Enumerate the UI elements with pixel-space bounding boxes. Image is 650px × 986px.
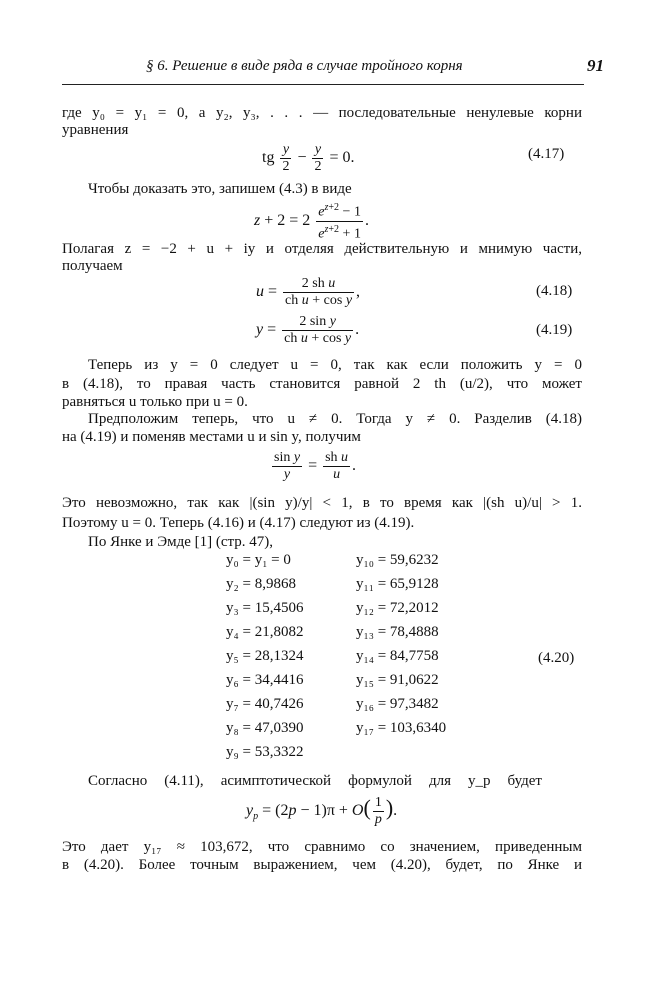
root-row: [226, 548, 303, 572]
root-value: 72,2012: [389, 600, 439, 616]
equation-ratio: $\frac{\text{sin y}}{y}$ = $\frac{\text{sh u}}{u}$ .: [274, 450, 357, 482]
root-value: 97,3482: [389, 696, 439, 712]
equation-4-18: u = $\frac{\text{2 sh u}}{\text{ch u + cos y}}$ ,: [256, 276, 361, 308]
text-line-2: уравнения: [62, 122, 129, 138]
root-row: [226, 740, 303, 764]
root-value: 84,7758: [389, 648, 439, 664]
root-value: 21,8082: [254, 624, 304, 640]
root-label: y₁₅ =: [356, 672, 390, 688]
roots-column-left: [226, 548, 303, 764]
header-title: § 6. Решение в виде ряда в случае тройного корня: [146, 58, 463, 74]
text-line-10: на (4.19) и поменяв местами u и sin y, получим: [62, 429, 361, 445]
root-value: 15,4506: [254, 600, 304, 616]
eq-number-4-17: (4.17): [528, 146, 565, 162]
root-label: y₁₀ =: [356, 552, 390, 568]
root-label: y₄ =: [226, 624, 255, 640]
text-line-7: в (4.18), то правая часть становится равной 2 th (u/2), что может: [62, 376, 582, 392]
root-row: [226, 716, 303, 740]
root-row: [226, 668, 303, 692]
root-value: 40,7426: [254, 696, 304, 712]
root-value: 0: [283, 552, 291, 568]
eq-number-4-20: (4.20): [538, 650, 575, 666]
root-value: 34,4416: [254, 672, 304, 688]
text-line-3: Чтобы доказать это, запишем (4.3) в виде: [88, 181, 352, 197]
running-header: [146, 56, 604, 75]
equation-asymptotic: $y_p = (2p - 1)\pi + O$( $\frac{1}{p}$ ).: [246, 795, 398, 827]
root-value: 78,4888: [389, 624, 439, 640]
root-row: [356, 572, 446, 596]
text-line-8: равняться u только при u = 0.: [62, 394, 248, 410]
root-label: y₆ =: [226, 672, 255, 688]
root-label: y₁₇ =: [356, 720, 390, 736]
root-label: y₂ =: [226, 576, 255, 592]
root-label: y₀ = y₁ =: [226, 552, 284, 568]
text-line-16: в (4.20). Более точным выражением, чем (4.20), будет, по Янке и: [62, 857, 582, 873]
root-label: y₇ =: [226, 696, 255, 712]
root-label: y₅ =: [226, 648, 255, 664]
root-value: 47,0390: [254, 720, 304, 736]
root-value: 59,6232: [389, 552, 439, 568]
root-label: y₃ =: [226, 600, 255, 616]
equation-4-17: tg $\frac{y}{2}$ − $\frac{y}{2}$ = 0.: [262, 142, 355, 174]
root-value: 65,9128: [389, 576, 439, 592]
root-label: y₁₃ =: [356, 624, 390, 640]
text-line-11: Это невозможно, так как |(sin y)/y| < 1, в то время как |(sh u)/u| > 1.: [62, 495, 582, 511]
equation-4-3: z + 2 = 2 $\frac{e^{z+2} - 1}{e^{z+2} + 1}$ .: [254, 202, 369, 242]
text-line-9: Предположим теперь, что u ≠ 0. Тогда y ≠ 0. Разделив (4.18): [88, 411, 582, 427]
root-row: [356, 692, 446, 716]
root-label: y₁₄ =: [356, 648, 390, 664]
root-row: [226, 692, 303, 716]
roots-table: [226, 548, 496, 764]
page-number: 91: [587, 56, 604, 75]
root-row: [226, 620, 303, 644]
text-line-5: получаем: [62, 258, 123, 274]
text-line-15: Это дает y₁₇ ≈ 103,672, что сравнимо со значением, приведенным: [62, 839, 582, 855]
root-row: [356, 620, 446, 644]
equation-4-19: y = $\frac{\text{2 sin y}}{\text{ch u + cos y}}$ .: [256, 314, 360, 346]
root-row: [356, 596, 446, 620]
root-label: y₁₆ =: [356, 696, 390, 712]
root-row: [356, 644, 446, 668]
root-label: y₈ =: [226, 720, 255, 736]
eq-number-4-18: (4.18): [536, 283, 573, 299]
root-row: [226, 644, 303, 668]
text-line-13: По Янке и Эмде [1] (стр. 47),: [88, 534, 274, 550]
root-value: 91,0622: [389, 672, 439, 688]
text-line-14: Согласно (4.11), асимптотической формулой для y_p будет: [88, 773, 542, 789]
root-value: 28,1324: [254, 648, 304, 664]
root-label: y₉ =: [226, 744, 255, 760]
text-line-4: Полагая z = −2 + u + iy и отделяя действительную и мнимую части,: [62, 241, 582, 257]
eq-number-4-19: (4.19): [536, 322, 573, 338]
root-value: 53,3322: [254, 744, 304, 760]
root-row: [356, 548, 446, 572]
text-line-12: Поэтому u = 0. Теперь (4.16) и (4.17) следуют из (4.19).: [62, 515, 415, 531]
text-line-1: где y₀ = y₁ = 0, а y₂, y₃, . . . — последовательные ненулевые корни: [62, 105, 582, 121]
header-rule: [62, 84, 584, 85]
root-row: [226, 596, 303, 620]
root-label: y₁₂ =: [356, 600, 390, 616]
roots-column-right: [356, 548, 446, 740]
root-row: [356, 668, 446, 692]
root-label: y₁₁ =: [356, 576, 390, 592]
root-value: 103,6340: [389, 720, 447, 736]
root-value: 8,9868: [254, 576, 296, 592]
root-row: [226, 572, 303, 596]
root-row: [356, 716, 446, 740]
text-line-6: Теперь из y = 0 следует u = 0, так как если положить y = 0: [88, 357, 582, 373]
